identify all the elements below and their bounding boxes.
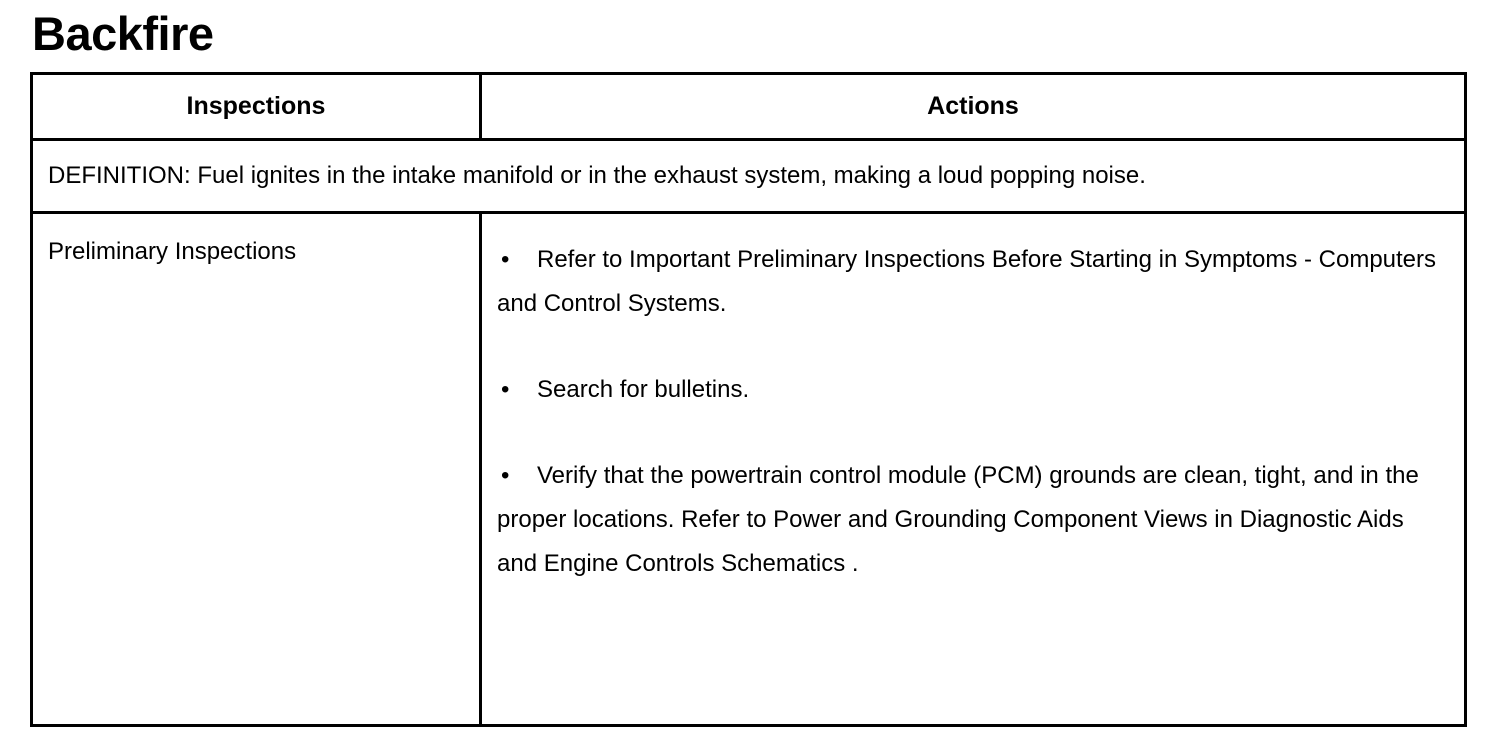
inspection-cell: Preliminary Inspections xyxy=(32,213,481,726)
diagnostic-table xyxy=(30,72,1467,727)
action-item xyxy=(497,238,1444,326)
bullet-icon: • xyxy=(501,246,510,273)
page-title: Backfire xyxy=(32,7,214,60)
actions-column-header: Actions xyxy=(481,74,1466,140)
action-item xyxy=(497,368,1444,412)
action-text: Search for bulletins. xyxy=(537,376,750,403)
header-row xyxy=(32,74,1466,140)
table-row xyxy=(32,213,1466,726)
actions-cell xyxy=(481,213,1466,726)
bullet-icon: • xyxy=(501,376,510,403)
inspections-column-header: Inspections xyxy=(32,74,481,140)
definition-text: DEFINITION: Fuel ignites in the intake manifold or in the exhaust system, making a loud popping noise. xyxy=(32,140,1466,213)
bullet-icon: • xyxy=(501,462,510,489)
definition-row xyxy=(32,140,1466,213)
action-item xyxy=(497,454,1444,586)
action-text: Verify that the powertrain control module (PCM) grounds are clean, tight, and in the proper locations. Refer to Power and Grounding Component Views in Diagnostic Aids and Engine Controls Schematics . xyxy=(497,462,1419,577)
action-text: Refer to Important Preliminary Inspections Before Starting in Symptoms - Computers and Control Systems. xyxy=(497,246,1437,317)
